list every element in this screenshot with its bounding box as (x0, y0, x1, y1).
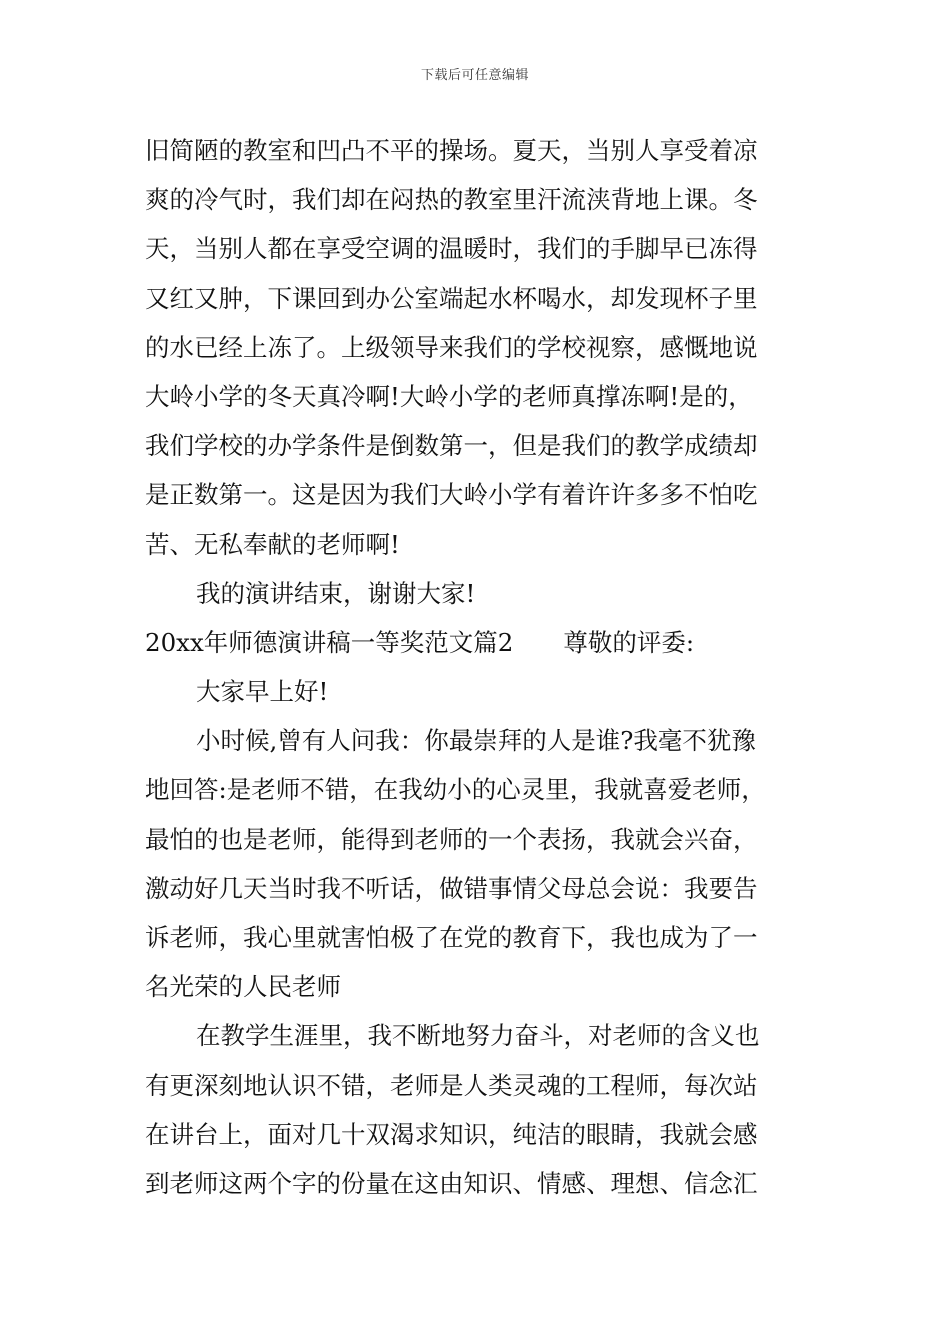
text-line: 名光荣的人民老师 (145, 972, 341, 1002)
text-line: 有更深刻地认识不错，老师是人类灵魂的工程师，每次站 (145, 1070, 758, 1100)
text-line: 到老师这两个字的份量在这由知识、情感、理想、信念汇 (145, 1168, 758, 1198)
text-line: 又红又肿，下课回到办公室端起水杯喝水，却发现杯子里 (145, 283, 758, 313)
text-line: 我们学校的办学条件是倒数第一，但是我们的教学成绩却 (145, 431, 758, 461)
text-line: 诉老师，我心里就害怕极了在党的教育下，我也成为了一 (145, 923, 758, 952)
page-header: 下载后可任意编辑 (420, 68, 529, 83)
text-line: 小时候,曾有人问我：你最崇拜的人是谁?我毫不犹豫 (196, 726, 756, 756)
document-body (145, 126, 810, 1208)
text-line: 地回答:是老师不错，在我幼小的心灵里，我就喜爱老师， (145, 775, 766, 805)
text-line: 是正数第一。这是因为我们大岭小学有着许许多多不怕吃 (145, 480, 758, 510)
text-line: 旧简陋的教室和凹凸不平的操场。夏天，当别人享受着凉 (145, 136, 758, 165)
closing-line: 我的演讲结束，谢谢大家! (196, 578, 476, 608)
text-line: 苦、无私奉献的老师啊! (145, 529, 400, 559)
text-line: 天，当别人都在享受空调的温暖时，我们的手脚早已冻得 (145, 234, 758, 264)
section-heading (145, 618, 810, 667)
section-title: 20xx年师德演讲稿一等奖范文篇2 (145, 627, 514, 657)
salutation: 尊敬的评委: (563, 627, 695, 657)
text-line: 最怕的也是老师，能得到老师的一个表扬，我就会兴奋， (145, 824, 758, 854)
text-line: 大岭小学的冬天真冷啊!大岭小学的老师真撑冻啊!是的， (145, 381, 753, 411)
greeting-line: 大家早上好! (196, 677, 329, 707)
text-line: 激动好几天当时我不听话，做错事情父母总会说：我要告 (145, 873, 758, 903)
text-line: 的水已经上冻了。上级领导来我们的学校视察，感慨地说 (145, 332, 758, 362)
text-line: 爽的冷气时，我们却在闷热的教室里汗流浃背地上课。冬 (145, 185, 758, 215)
text-line: 在讲台上，面对几十双渴求知识，纯洁的眼睛，我就会感 (145, 1119, 758, 1149)
text-line: 在教学生涯里，我不断地努力奋斗，对老师的含义也 (196, 1021, 760, 1051)
